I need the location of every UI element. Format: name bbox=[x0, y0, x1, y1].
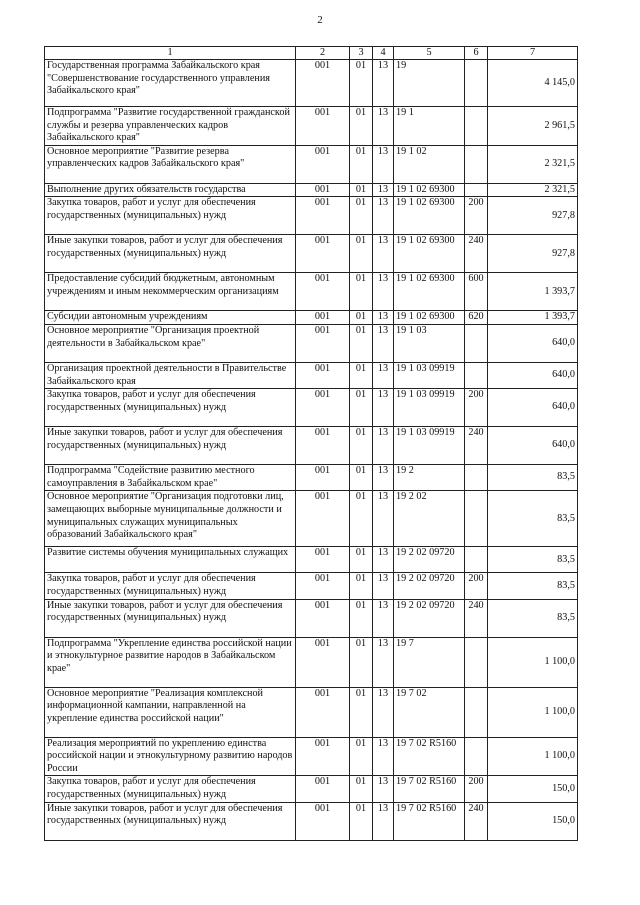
row-subsection: 13 bbox=[373, 637, 394, 687]
row-section: 01 bbox=[350, 491, 373, 547]
row-target-article: 19 bbox=[394, 60, 465, 107]
row-target-article: 19 1 03 bbox=[394, 324, 465, 362]
row-subsection: 13 bbox=[373, 362, 394, 388]
row-admin-code: 001 bbox=[296, 235, 350, 273]
row-target-article: 19 2 02 09720 bbox=[394, 573, 465, 599]
table-row bbox=[45, 547, 578, 573]
row-name: Предоставление субсидий бюджетным, автономным учреждениям и иным некоммерческим организациям bbox=[45, 273, 296, 311]
row-admin-code: 001 bbox=[296, 465, 350, 491]
row-admin-code: 001 bbox=[296, 776, 350, 802]
row-expense-type bbox=[465, 491, 488, 547]
row-target-article: 19 1 03 09919 bbox=[394, 362, 465, 388]
column-header: 4 bbox=[373, 47, 394, 60]
row-amount: 150,0 bbox=[488, 776, 578, 802]
row-admin-code: 001 bbox=[296, 637, 350, 687]
table-row bbox=[45, 235, 578, 273]
table-row bbox=[45, 183, 578, 197]
row-name: Основное мероприятие "Реализация комплексной информационной кампании, направленной на укрепление единства российской нации" bbox=[45, 687, 296, 737]
row-subsection: 13 bbox=[373, 491, 394, 547]
row-subsection: 13 bbox=[373, 235, 394, 273]
row-target-article: 19 2 bbox=[394, 465, 465, 491]
row-name: Государственная программа Забайкальского края "Совершенствование государственного управления Забайкальского края" bbox=[45, 60, 296, 107]
row-target-article: 19 7 02 R5160 bbox=[394, 776, 465, 802]
row-expense-type bbox=[465, 107, 488, 146]
row-admin-code: 001 bbox=[296, 197, 350, 235]
row-amount: 640,0 bbox=[488, 389, 578, 427]
table-row bbox=[45, 491, 578, 547]
row-subsection: 13 bbox=[373, 776, 394, 802]
row-admin-code: 001 bbox=[296, 547, 350, 573]
row-amount: 640,0 bbox=[488, 324, 578, 362]
row-amount: 1 100,0 bbox=[488, 737, 578, 776]
row-section: 01 bbox=[350, 637, 373, 687]
row-expense-type: 600 bbox=[465, 273, 488, 311]
row-section: 01 bbox=[350, 107, 373, 146]
row-target-article: 19 1 bbox=[394, 107, 465, 146]
row-admin-code: 001 bbox=[296, 687, 350, 737]
row-amount: 1 393,7 bbox=[488, 311, 578, 325]
row-section: 01 bbox=[350, 235, 373, 273]
row-admin-code: 001 bbox=[296, 107, 350, 146]
table-row bbox=[45, 362, 578, 388]
row-amount: 2 961,5 bbox=[488, 107, 578, 146]
row-name: Выполнение других обязательств государства bbox=[45, 183, 296, 197]
row-section: 01 bbox=[350, 324, 373, 362]
row-target-article: 19 1 02 69300 bbox=[394, 311, 465, 325]
row-expense-type bbox=[465, 362, 488, 388]
row-subsection: 13 bbox=[373, 183, 394, 197]
row-amount: 83,5 bbox=[488, 547, 578, 573]
row-target-article: 19 1 02 69300 bbox=[394, 273, 465, 311]
row-name: Организация проектной деятельности в Правительстве Забайкальского края bbox=[45, 362, 296, 388]
row-expense-type bbox=[465, 60, 488, 107]
table-row bbox=[45, 687, 578, 737]
row-amount: 4 145,0 bbox=[488, 60, 578, 107]
row-expense-type: 240 bbox=[465, 427, 488, 465]
row-name: Иные закупки товаров, работ и услуг для обеспечения государственных (муниципальных) нужд bbox=[45, 427, 296, 465]
row-name: Иные закупки товаров, работ и услуг для обеспечения государственных (муниципальных) нужд bbox=[45, 802, 296, 840]
row-target-article: 19 1 03 09919 bbox=[394, 427, 465, 465]
row-amount: 83,5 bbox=[488, 491, 578, 547]
column-header: 5 bbox=[394, 47, 465, 60]
row-section: 01 bbox=[350, 197, 373, 235]
row-subsection: 13 bbox=[373, 324, 394, 362]
row-name: Основное мероприятие "Развитие резерва управленческих кадров Забайкальского края" bbox=[45, 145, 296, 183]
table-row bbox=[45, 637, 578, 687]
row-expense-type: 620 bbox=[465, 311, 488, 325]
row-subsection: 13 bbox=[373, 389, 394, 427]
row-target-article: 19 1 02 69300 bbox=[394, 235, 465, 273]
table-row bbox=[45, 802, 578, 840]
row-section: 01 bbox=[350, 573, 373, 599]
row-name: Подпрограмма "Содействие развитию местного самоуправления в Забайкальском крае" bbox=[45, 465, 296, 491]
row-subsection: 13 bbox=[373, 60, 394, 107]
page-number: 2 bbox=[317, 14, 323, 26]
column-header: 1 bbox=[45, 47, 296, 60]
row-amount: 1 100,0 bbox=[488, 637, 578, 687]
table-row bbox=[45, 145, 578, 183]
row-section: 01 bbox=[350, 389, 373, 427]
row-target-article: 19 1 03 09919 bbox=[394, 389, 465, 427]
row-name: Основное мероприятие "Организация проектной деятельности в Забайкальском крае" bbox=[45, 324, 296, 362]
row-name: Закупка товаров, работ и услуг для обеспечения государственных (муниципальных) нужд bbox=[45, 389, 296, 427]
row-name: Закупка товаров, работ и услуг для обеспечения государственных (муниципальных) нужд bbox=[45, 197, 296, 235]
row-expense-type bbox=[465, 324, 488, 362]
row-target-article: 19 1 02 69300 bbox=[394, 197, 465, 235]
row-admin-code: 001 bbox=[296, 362, 350, 388]
row-expense-type bbox=[465, 547, 488, 573]
budget-table bbox=[44, 46, 578, 841]
row-expense-type: 200 bbox=[465, 776, 488, 802]
row-expense-type: 240 bbox=[465, 599, 488, 637]
row-section: 01 bbox=[350, 599, 373, 637]
row-subsection: 13 bbox=[373, 197, 394, 235]
table-row bbox=[45, 324, 578, 362]
column-header: 6 bbox=[465, 47, 488, 60]
row-section: 01 bbox=[350, 547, 373, 573]
row-admin-code: 001 bbox=[296, 737, 350, 776]
row-amount: 640,0 bbox=[488, 362, 578, 388]
row-subsection: 13 bbox=[373, 107, 394, 146]
row-expense-type bbox=[465, 183, 488, 197]
row-name: Закупка товаров, работ и услуг для обеспечения государственных (муниципальных) нужд bbox=[45, 573, 296, 599]
row-section: 01 bbox=[350, 273, 373, 311]
row-target-article: 19 2 02 bbox=[394, 491, 465, 547]
row-section: 01 bbox=[350, 802, 373, 840]
row-expense-type: 200 bbox=[465, 389, 488, 427]
row-amount: 2 321,5 bbox=[488, 183, 578, 197]
row-admin-code: 001 bbox=[296, 324, 350, 362]
row-section: 01 bbox=[350, 362, 373, 388]
row-section: 01 bbox=[350, 183, 373, 197]
row-name: Развитие системы обучения муниципальных служащих bbox=[45, 547, 296, 573]
row-subsection: 13 bbox=[373, 311, 394, 325]
row-amount: 640,0 bbox=[488, 427, 578, 465]
row-amount: 1 393,7 bbox=[488, 273, 578, 311]
row-section: 01 bbox=[350, 145, 373, 183]
row-amount: 83,5 bbox=[488, 465, 578, 491]
row-expense-type: 240 bbox=[465, 802, 488, 840]
row-section: 01 bbox=[350, 776, 373, 802]
row-subsection: 13 bbox=[373, 465, 394, 491]
row-section: 01 bbox=[350, 427, 373, 465]
row-expense-type: 240 bbox=[465, 235, 488, 273]
row-name: Иные закупки товаров, работ и услуг для обеспечения государственных (муниципальных) нужд bbox=[45, 599, 296, 637]
row-admin-code: 001 bbox=[296, 273, 350, 311]
row-name: Подпрограмма "Развитие государственной гражданской службы и резерва управленческих кадров Забайкальского края" bbox=[45, 107, 296, 146]
table-row bbox=[45, 465, 578, 491]
table-header-row bbox=[45, 47, 578, 60]
row-target-article: 19 7 bbox=[394, 637, 465, 687]
row-section: 01 bbox=[350, 60, 373, 107]
row-expense-type bbox=[465, 465, 488, 491]
row-subsection: 13 bbox=[373, 547, 394, 573]
row-expense-type: 200 bbox=[465, 197, 488, 235]
row-target-article: 19 7 02 R5160 bbox=[394, 737, 465, 776]
table-row bbox=[45, 427, 578, 465]
table-row bbox=[45, 311, 578, 325]
row-target-article: 19 1 02 69300 bbox=[394, 183, 465, 197]
column-header: 7 bbox=[488, 47, 578, 60]
row-admin-code: 001 bbox=[296, 183, 350, 197]
row-subsection: 13 bbox=[373, 599, 394, 637]
row-subsection: 13 bbox=[373, 802, 394, 840]
row-amount: 83,5 bbox=[488, 599, 578, 637]
row-name: Реализация мероприятий по укреплению единства российской нации и этнокультурному развитию народов России bbox=[45, 737, 296, 776]
row-target-article: 19 7 02 bbox=[394, 687, 465, 737]
row-admin-code: 001 bbox=[296, 491, 350, 547]
row-expense-type bbox=[465, 737, 488, 776]
row-admin-code: 001 bbox=[296, 599, 350, 637]
row-expense-type bbox=[465, 637, 488, 687]
row-name: Иные закупки товаров, работ и услуг для обеспечения государственных (муниципальных) нужд bbox=[45, 235, 296, 273]
table-row bbox=[45, 107, 578, 146]
table-body bbox=[45, 60, 578, 841]
table-row bbox=[45, 389, 578, 427]
row-section: 01 bbox=[350, 465, 373, 491]
row-amount: 927,8 bbox=[488, 235, 578, 273]
row-admin-code: 001 bbox=[296, 389, 350, 427]
column-header: 2 bbox=[296, 47, 350, 60]
row-amount: 927,8 bbox=[488, 197, 578, 235]
row-target-article: 19 7 02 R5160 bbox=[394, 802, 465, 840]
row-name: Субсидии автономным учреждениям bbox=[45, 311, 296, 325]
row-section: 01 bbox=[350, 687, 373, 737]
row-subsection: 13 bbox=[373, 737, 394, 776]
row-subsection: 13 bbox=[373, 573, 394, 599]
row-section: 01 bbox=[350, 737, 373, 776]
row-name: Подпрограмма "Укрепление единства российской нации и этнокультурное развитие народов в Забайкальском крае" bbox=[45, 637, 296, 687]
row-amount: 83,5 bbox=[488, 573, 578, 599]
row-expense-type bbox=[465, 145, 488, 183]
row-admin-code: 001 bbox=[296, 573, 350, 599]
table-row bbox=[45, 776, 578, 802]
row-amount: 2 321,5 bbox=[488, 145, 578, 183]
row-subsection: 13 bbox=[373, 687, 394, 737]
table-row bbox=[45, 273, 578, 311]
table-row bbox=[45, 573, 578, 599]
row-subsection: 13 bbox=[373, 273, 394, 311]
table-row bbox=[45, 737, 578, 776]
row-target-article: 19 2 02 09720 bbox=[394, 599, 465, 637]
row-name: Закупка товаров, работ и услуг для обеспечения государственных (муниципальных) нужд bbox=[45, 776, 296, 802]
row-admin-code: 001 bbox=[296, 60, 350, 107]
row-expense-type: 200 bbox=[465, 573, 488, 599]
row-admin-code: 001 bbox=[296, 427, 350, 465]
row-section: 01 bbox=[350, 311, 373, 325]
row-amount: 1 100,0 bbox=[488, 687, 578, 737]
row-admin-code: 001 bbox=[296, 145, 350, 183]
row-expense-type bbox=[465, 687, 488, 737]
column-header: 3 bbox=[350, 47, 373, 60]
table-row bbox=[45, 60, 578, 107]
row-subsection: 13 bbox=[373, 145, 394, 183]
row-admin-code: 001 bbox=[296, 802, 350, 840]
row-name: Основное мероприятие "Организация подготовки лиц, замещающих выборные муниципальные должности и муниципальных служащих муниципальных образований Забайкальского края" bbox=[45, 491, 296, 547]
row-admin-code: 001 bbox=[296, 311, 350, 325]
row-target-article: 19 1 02 bbox=[394, 145, 465, 183]
table-row bbox=[45, 197, 578, 235]
row-subsection: 13 bbox=[373, 427, 394, 465]
table-row bbox=[45, 599, 578, 637]
row-target-article: 19 2 02 09720 bbox=[394, 547, 465, 573]
row-amount: 150,0 bbox=[488, 802, 578, 840]
